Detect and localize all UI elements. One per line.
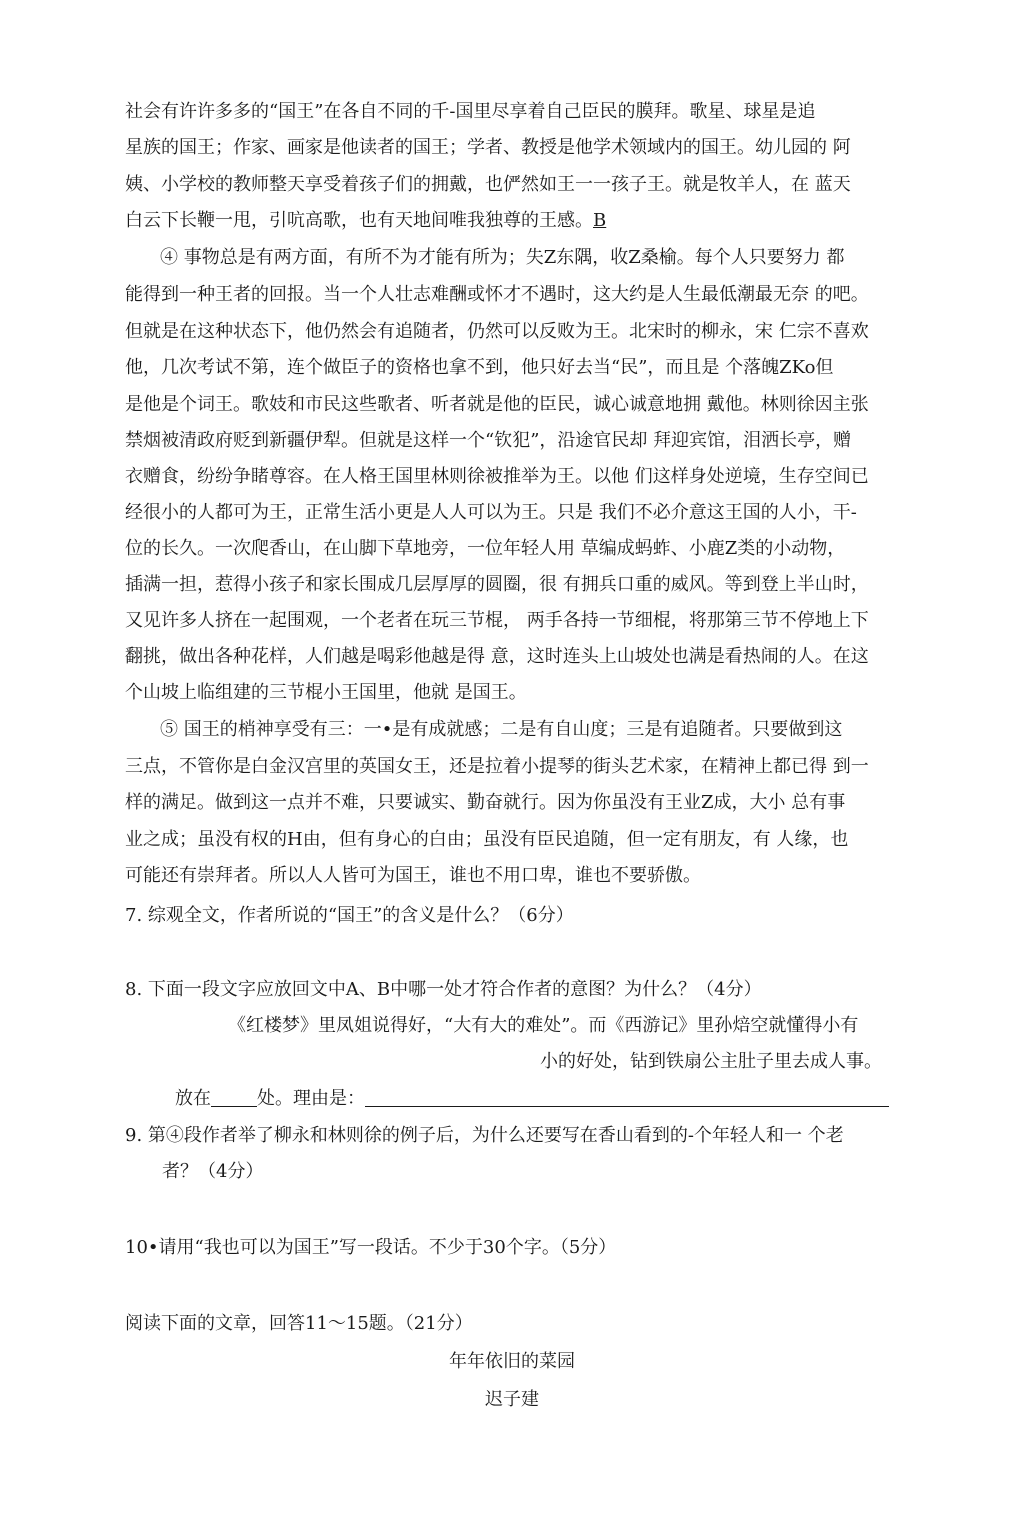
passage-line: 社会有许许多多的“国王”在各自不同的千-国里尽享着自己臣民的膜拜。歌星、球星是追 <box>125 101 816 122</box>
question-9-line-2: 者？（4分） <box>162 1161 264 1182</box>
answer-blank-position[interactable] <box>211 1088 257 1107</box>
passage-line: 星族的国王；作家、画家是他读者的国王；学者、教授是他学术领域内的国王。幼儿园的 阿 <box>125 137 851 158</box>
article-author: 迟子建 <box>485 1389 539 1410</box>
passage-line: 是他是个词王。歌妓和市民这些歌者、听者就是他的臣民，诚心诚意地拥 戴他。林则徐因主张 <box>125 394 869 415</box>
passage-line: 可能还有崇拜者。所以人人皆可为国王，谁也不用口卑，谁也不要骄傲。 <box>125 865 701 886</box>
article-title: 年年依旧的菜园 <box>449 1351 575 1372</box>
passage-line: 又见许多人挤在一起围观，一个老者在玩三节棍， 两手各持一节细棍，将那第三节不停地上下 <box>125 610 869 631</box>
paragraph-4-start: ④ 事物总是有两方面，有所不为才能有所为；失Z东隅，收Z桑榆。每个人只要努力 都 <box>160 247 845 268</box>
passage-line: 位的长久。一次爬香山，在山脚下草地旁，一位年轻人用 草编成蚂蚱、小鹿Z类的小动物， <box>125 538 846 559</box>
question-10: 10•请用“我也可以为国王”写一段话。不少于30个字。（5分） <box>125 1237 617 1258</box>
question-8-quote-line-2: 小的好处，钻到铁扇公主肚子里去成人事。 <box>540 1051 882 1072</box>
answer-blank-reason[interactable] <box>365 1088 889 1107</box>
answer-middle: 处。理由是： <box>257 1088 365 1109</box>
passage-line: 翻挑，做出各种花样，人们越是喝彩他越是得 意，这时连头上山坡处也满是看热闹的人。在这 <box>125 646 869 667</box>
passage-line: 插满一担，惹得小孩子和家长围成几层厚厚的圆圈，很 有拥兵口重的威风。等到登上半山时， <box>125 574 869 595</box>
passage-line: 衣赠食，纷纷争睹尊容。在人格王国里林则徐被推举为王。以他 们这样身处逆境，生存空间已 <box>125 466 869 487</box>
passage-line: 禁烟被清政府贬到新疆伊犁。但就是这样一个“钦犯”，沿途官民却 拜迎宾馆，泪洒长亭，赠 <box>125 430 852 451</box>
passage-line: 姨、小学校的教师整天享受着孩子们的拥戴，也俨然如王一一孩子王。就是牧羊人，在 蓝天 <box>125 174 851 195</box>
question-8: 8. 下面一段文字应放回文中A、B中哪一处才符合作者的意图？为什么？（4分） <box>125 979 762 1000</box>
passage-line: 他，几次考试不第，连个做臣子的资格也拿不到，他只好去当“民”，而且是 个落魄ZKo但 <box>125 357 834 378</box>
passage-line-with-marker <box>125 209 915 233</box>
question-8-quote-line-1: 《红楼梦》里凤姐说得好，“大有大的难处”。而《西游记》里孙焙空就懂得小有 <box>228 1015 859 1036</box>
passage-line: 能得到一种王者的回报。当一个人壮志难酬或怀才不遇时，这大约是人生最低潮最无奈 的吧。 <box>125 284 869 305</box>
passage-line: 三点，不管你是白金汉宫里的英国女王，还是拉着小提琴的街头艺术家，在精神上都已得 到一 <box>125 756 869 777</box>
passage-line: 但就是在这种状态下，他仍然会有追随者，仍然可以反败为王。北宋时的柳永，宋 仁宗不喜欢 <box>125 321 869 342</box>
paragraph-5-start: ⑤ 国王的梢神享受有三：一•是有成就感；二是有自山度；三是有追随者。只要做到这 <box>160 719 843 740</box>
marker-b: B <box>593 210 607 231</box>
passage-line: 样的满足。做到这一点并不难，只要诚实、勤奋就行。因为你虽没有王业Z成，大小 总有事 <box>125 792 846 813</box>
question-8-answer-line <box>175 1087 915 1111</box>
answer-prefix: 放在 <box>175 1088 211 1109</box>
passage-line: 个山坡上临组建的三节棍小王国里，他就 是国王。 <box>125 682 527 703</box>
question-7: 7. 综观全文，作者所说的“国王”的含义是什么？（6分） <box>125 905 574 926</box>
passage-line: 经很小的人都可为王，正常生活小更是人人可以为王。只是 我们不必介意这王国的人小，干- <box>125 502 857 523</box>
passage-line-text: 白云下长鞭一甩，引吭高歌，也有天地间唯我独尊的王感。 <box>125 210 593 231</box>
section-intro: 阅读下面的文章，回答11～15题。（21分） <box>125 1313 473 1334</box>
passage-line: 业之成；虽没有权的H由，但有身心的白由；虽没有臣民追随，但一定有朋友，有 人缘，也 <box>125 829 849 850</box>
question-9-line-1: 9. 第④段作者举了柳永和林则徐的例子后，为什么还要写在香山看到的-个年轻人和一 个老 <box>125 1125 844 1146</box>
